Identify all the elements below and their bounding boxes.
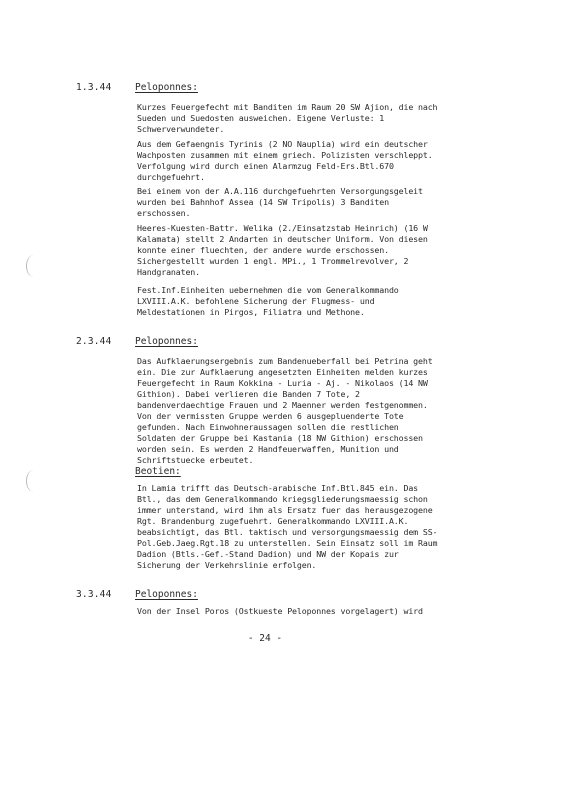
paragraph: Von der Insel Poros (Ostkueste Peloponnes vorgelagert) wird xyxy=(137,606,423,616)
paragraph: Kurzes Feuergefecht mit Banditen im Raum 20 SW Ajion, die nach Sueden und Suedosten ausweichen. Eigene Verluste: 1 Schwerverwundeter. xyxy=(137,102,438,134)
section-heading: Peloponnes: xyxy=(135,589,198,600)
paragraph: Heeres-Kuesten-Battr. Welika (2./Einsatzstab Heinrich) (16 W Kalamata) stellt 2 Andarten in deutscher Uniform. Von diesen konnte einer fluechten, der andere wurde erschossen. Sichergestellt wurden 1 engl. MPi., 1 Trommelrevolver, 2 Handgranaten. xyxy=(137,223,428,277)
entry-date: 2.3.44 xyxy=(76,336,112,347)
entry-date: 1.3.44 xyxy=(76,82,112,93)
section-heading: Beotien: xyxy=(135,466,181,477)
paragraph: Fest.Inf.Einheiten uebernehmen die vom Generalkommando LXVIII.A.K. befohlene Sicherung der Flugmess- und Meldestationen in Pirgos, Filiatra und Methone. xyxy=(137,285,399,317)
section-heading: Peloponnes: xyxy=(135,82,198,93)
paragraph: In Lamia trifft das Deutsch-arabische Inf.Btl.845 ein. Das Btl., das dem Generalkommando kriegsgliederungsmaessig schon immer unterstand, wird ihm als Ersatz fuer das herausgezogene Rgt. Brandenburg zugefuehrt. Generalkommando LXVIII.A.K. beabsichtigt, das Btl. taktisch und versorgungsmaessig dem SS-Pol.Geb.Jaeg.Rgt.18 zu unterstellen. Sein Einsatz soll im Raum Dadion (Btls.-Gef.-Stand Dadion) und NW der Kopais zur Sicherung der Verkehrslinie erfolgen. xyxy=(137,483,438,570)
punch-hole-mark xyxy=(26,255,41,277)
page-number: - 24 - xyxy=(247,633,283,644)
paragraph: Aus dem Gefaengnis Tyrinis (2 NO Nauplia) wird ein deutscher Wachposten zusammen mit einem griech. Polizisten verschleppt. Verfolgung wird durch einen Alarmzug Feld-Ers.Btl.670 durchgefuehrt. xyxy=(137,139,433,182)
punch-hole-mark xyxy=(26,470,41,492)
section-heading: Peloponnes: xyxy=(135,336,198,347)
paragraph: Das Aufklaerungsergebnis zum Bandenueberfall bei Petrina geht ein. Die zur Aufklaerung angesetzten Einheiten melden kurzes Feuergefecht in Raum Kokkina - Luria - Aj. - Nikolaos (14 NW Githion). Dabei verlieren die Banden 7 Tote, 2 bandenverdaechtige Frauen und 2 Maenner werden festgenommen. Von der vermissten Gruppe werden 6 ausgepluenderte Tote gefunden. Nach Einwohneraussagen sollen die restlichen Soldaten der Gruppe bei Kastania (18 NW Githion) erschossen worden sein. Es werden 2 Handfeuerwaffen, Munition und Schriftstuecke erbeutet. xyxy=(137,356,433,465)
entry-date: 3.3.44 xyxy=(76,589,112,600)
paragraph: Bei einem von der A.A.116 durchgefuehrten Versorgungsgeleit wurden bei Bahnhof Assea (14 SW Tripolis) 3 Banditen erschossen. xyxy=(137,186,423,218)
